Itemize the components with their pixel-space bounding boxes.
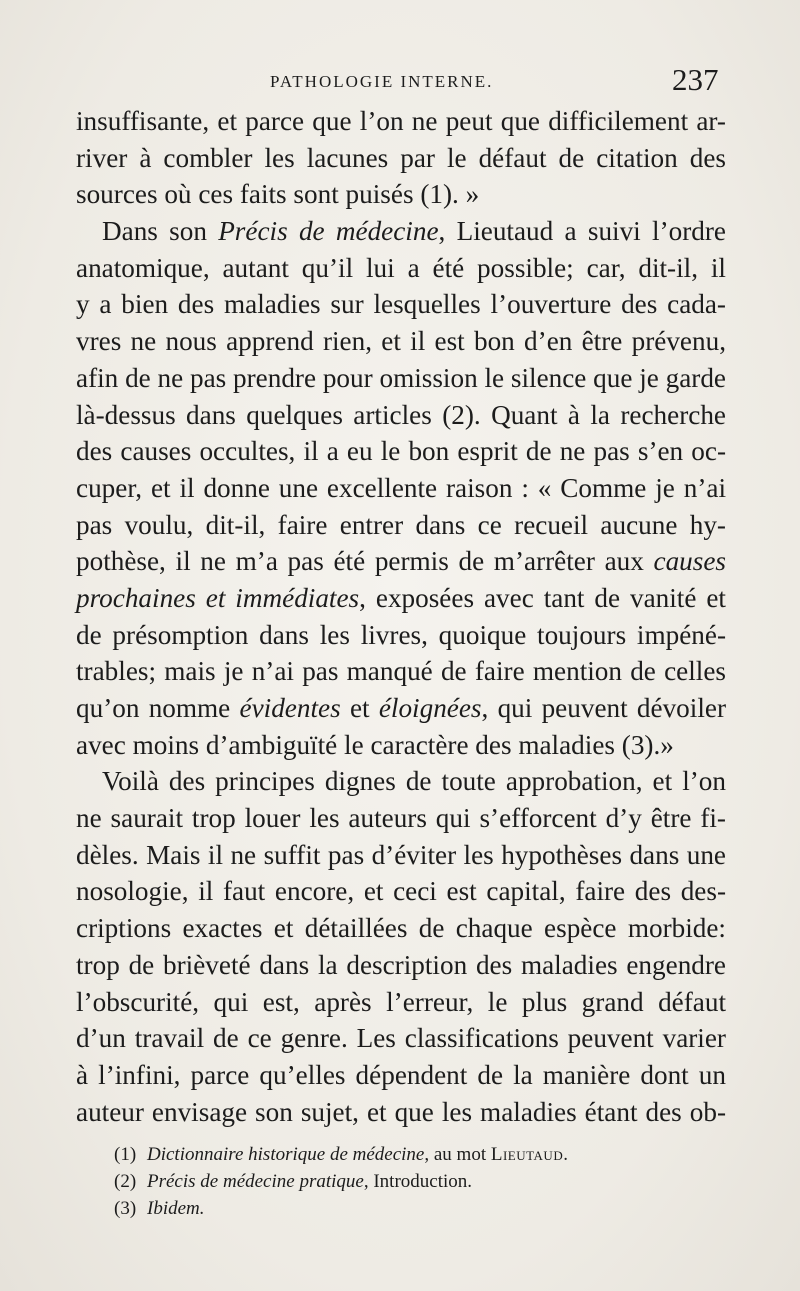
text-line: y a bien des maladies sur lesquelles l’ouverture des cada- [76, 289, 726, 320]
running-title: PATHOLOGIE INTERNE. [270, 72, 494, 91]
text-line: pas voulu, dit-il, faire entrer dans ce recueil aucune hy- [76, 509, 726, 540]
footnote-text: , Introduction. [363, 1171, 473, 1192]
footnote-number: (3) [114, 1198, 137, 1219]
text-segment: Dans son [102, 216, 219, 247]
text-line [76, 580, 726, 617]
footnote-number: (2) [114, 1171, 137, 1192]
running-head [0, 62, 800, 106]
text-line: auteur envisage son sujet, et que les maladies étant des ob- [76, 1096, 726, 1127]
text-line: Voilà des principes dignes de toute approbation, et l’on [102, 766, 726, 797]
footnote [114, 1195, 734, 1222]
text-segment: pothèse, il ne m’a pas été permis de m’arrêter aux [76, 546, 654, 577]
text-line [76, 213, 726, 250]
footnotes [114, 1141, 734, 1222]
text-segment: , qui peuvent dévoiler [481, 693, 726, 723]
italic-phrase: causes [653, 546, 726, 577]
text-line: trables; mais je n’ai pas manqué de faire mention de celles [76, 656, 726, 687]
italic-phrase: évidentes [239, 693, 341, 723]
text-line: trop de brièveté dans la description des maladies engendre [76, 949, 726, 980]
page-number: 237 [672, 62, 719, 97]
text-line [76, 690, 726, 727]
footnote-author: Lieutaud. [490, 1144, 569, 1165]
italic-phrase: éloignées [378, 693, 482, 723]
text-line: des causes occultes, il a eu le bon esprit de ne pas s’en oc- [76, 436, 726, 467]
text-line: insuffisante, et parce que l’on ne peut que difficilement ar- [76, 106, 726, 136]
text-line: anatomique, autant qu’il lui a été possible; car, dit-il, il [76, 252, 726, 283]
text-line: avec moins d’ambiguïté le caractère des maladies (3).» [76, 729, 674, 760]
text-line: vres ne nous apprend rien, et il est bon d’en être prévenu, [76, 326, 726, 357]
footnote-title: Précis de médecine pratique [147, 1171, 364, 1192]
text-line: afin de ne pas prendre pour omission le silence que je garde [76, 362, 727, 393]
footnote-number: (1) [114, 1144, 137, 1165]
italic-phrase: Précis de médecine [218, 216, 439, 247]
text-line: cuper, et il donne une excellente raison : « Comme je n’ai [76, 472, 726, 503]
text-line: là-dessus dans quelques articles (2). Quant à la recherche [76, 399, 726, 430]
text-line [76, 543, 726, 580]
text-line: criptions exactes et détaillées de chaque espèce morbide: [76, 913, 726, 944]
text-line: à l’infini, parce qu’elles dépendent de la manière dont un [76, 1059, 726, 1090]
footnote [114, 1141, 734, 1168]
text-line: d’un travail de ce genre. Les classifications peuvent varier [76, 1023, 726, 1054]
footnote-title: Ibidem. [147, 1198, 205, 1219]
footnote-title: Dictionnaire historique de médecine [147, 1144, 425, 1165]
text-segment: qu’on nomme [76, 693, 240, 723]
text-line: de présomption dans les livres, quoique toujours impéné- [76, 619, 726, 650]
text-line: nosologie, il faut encore, et ceci est capital, faire des des- [76, 876, 726, 907]
text-segment: , Lieutaud a suivi l’ordre [438, 216, 726, 247]
text-line: l’obscurité, qui est, après l’erreur, le plus grand défaut [76, 986, 726, 1017]
text-segment: , exposées avec tant de vanité et [359, 582, 726, 613]
text-line: ne saurait trop louer les auteurs qui s’efforcent d’y être fi- [76, 803, 726, 834]
text-segment: et [340, 693, 379, 723]
footnote-text: , au mot [424, 1144, 491, 1165]
italic-phrase: prochaines et immédiates [76, 582, 360, 613]
text-line: dèles. Mais il ne suffit pas d’éviter les hypothèses dans une [76, 839, 726, 870]
text-line: sources où ces faits sont puisés (1). » [76, 179, 480, 210]
footnote [114, 1168, 734, 1195]
body-text [76, 103, 726, 1130]
text-line: river à combler les lacunes par le défaut de citation des [76, 142, 726, 173]
